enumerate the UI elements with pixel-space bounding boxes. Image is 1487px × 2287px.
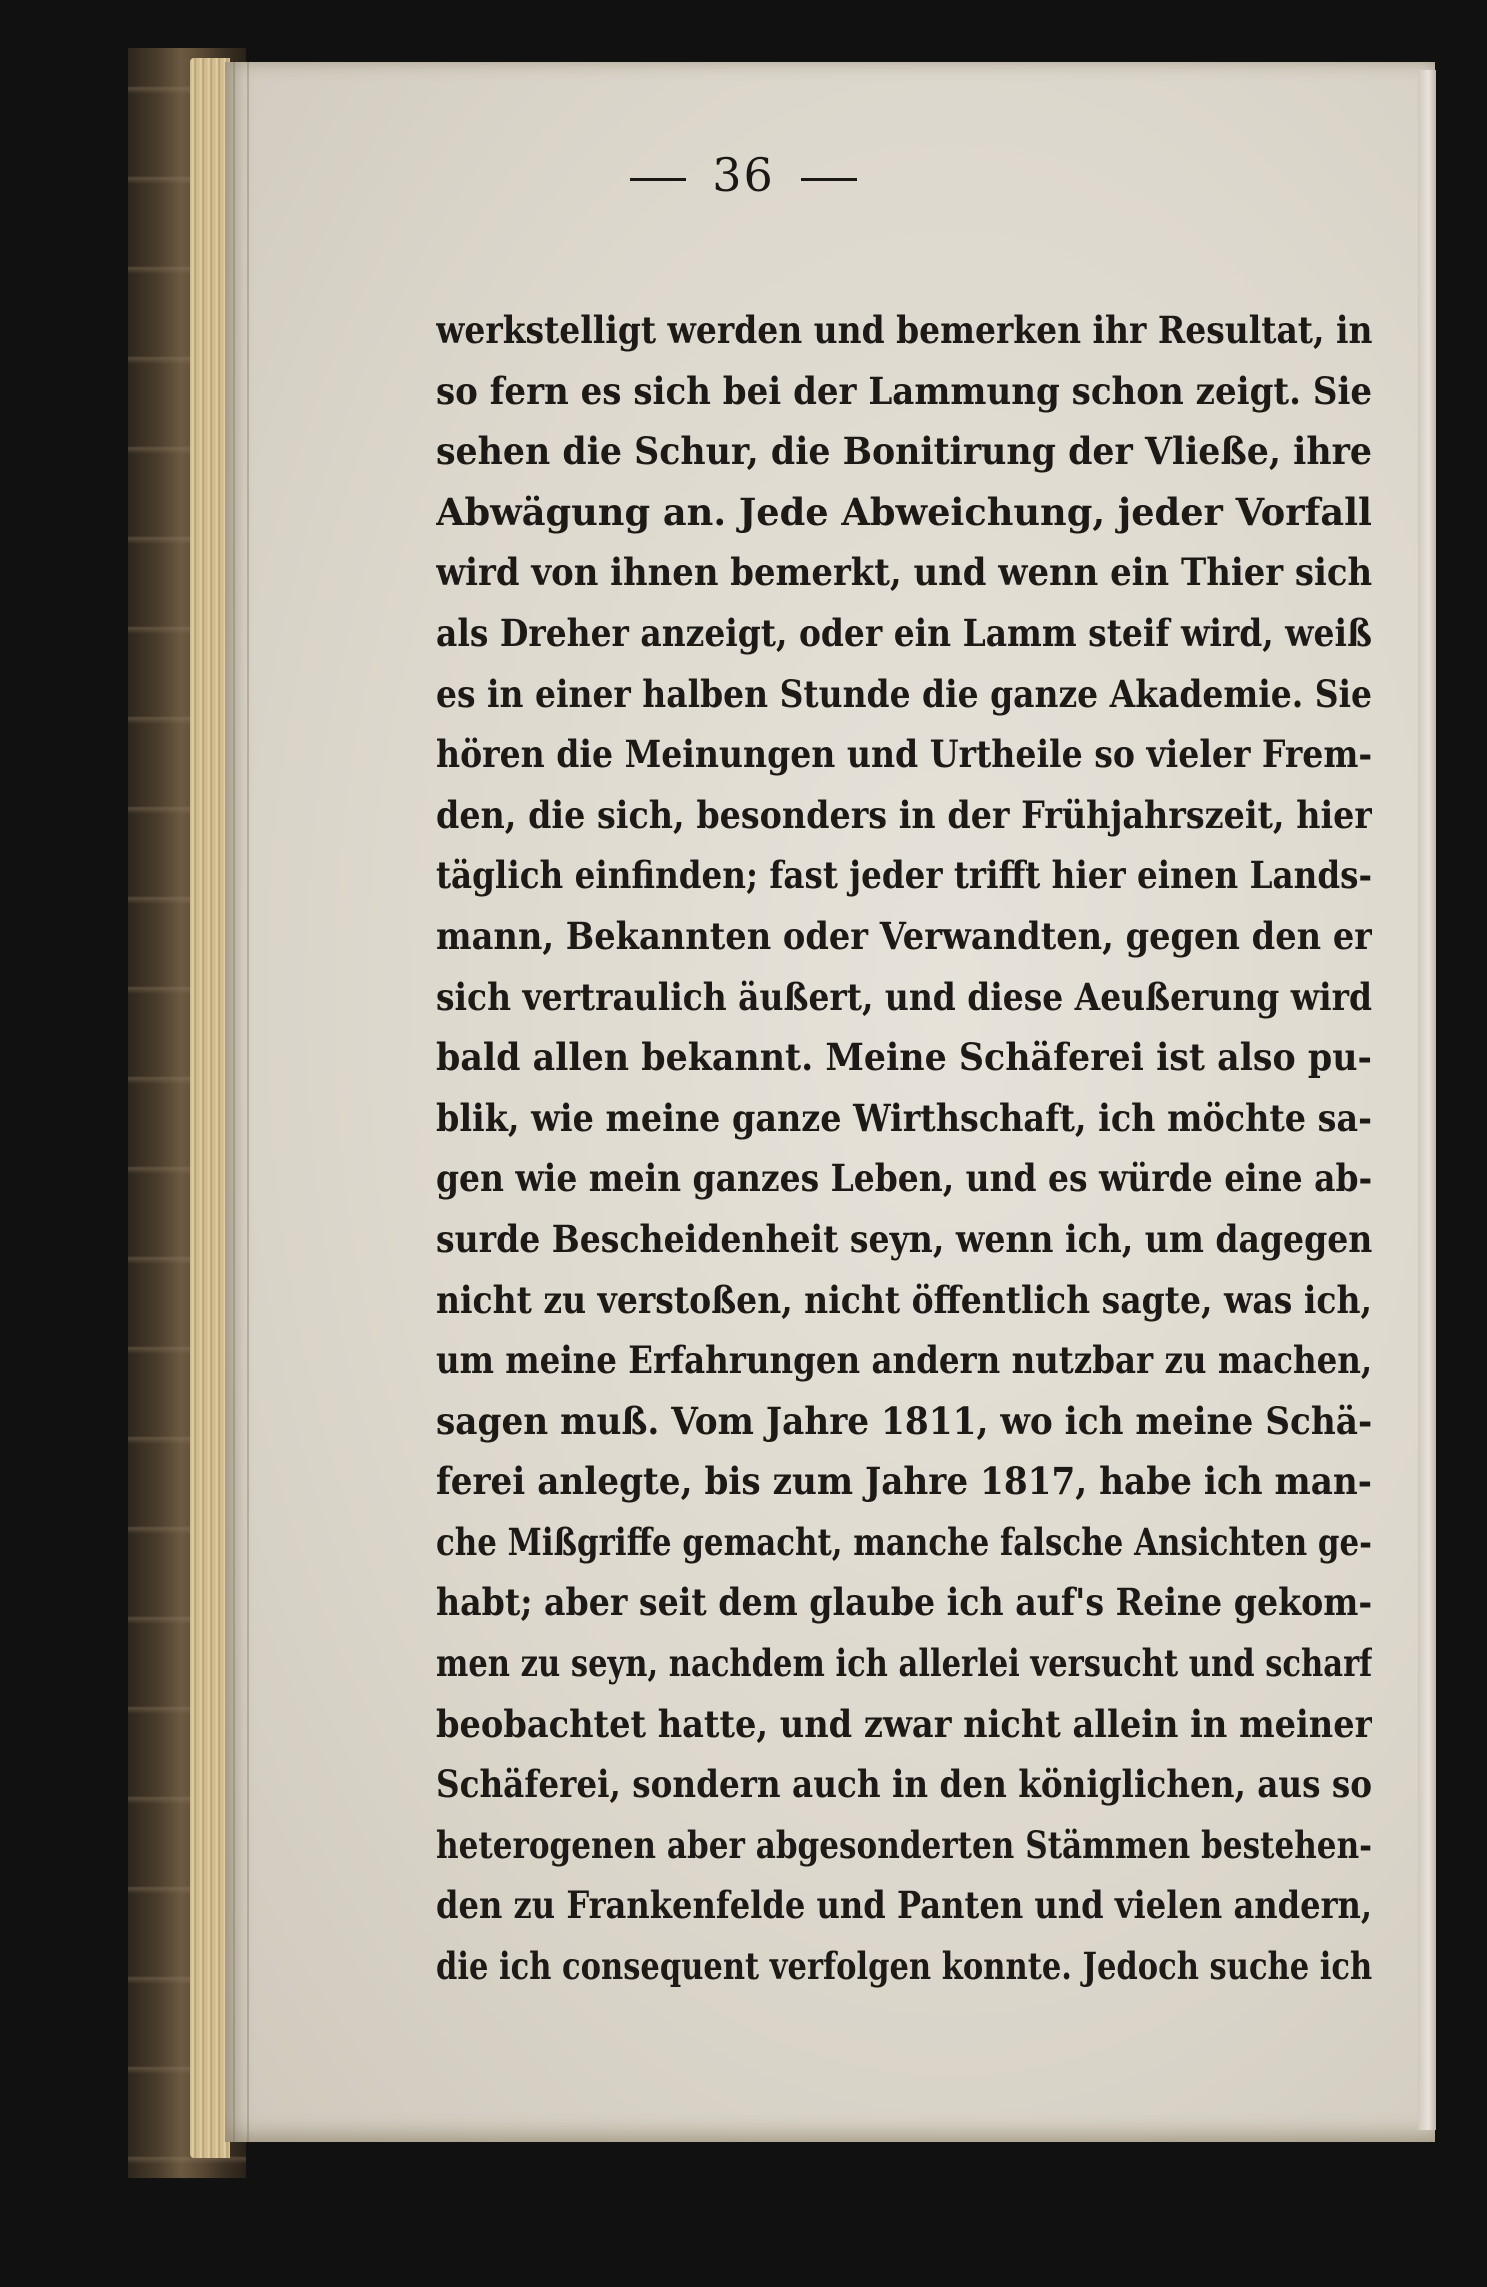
page-number: 36 xyxy=(712,148,775,202)
text-line: bald allen bekannt. Meine Schäferei ist also pu- xyxy=(436,1035,1372,1080)
text-line: habt; aber seit dem glaube ich auf's Reine gekom- xyxy=(436,1580,1372,1625)
page-header xyxy=(0,148,1487,202)
text-line: nicht zu verstoßen, nicht öffentlich sagte, was ich, xyxy=(436,1277,1373,1322)
text-line: hören die Meinungen und Urtheile so vieler Frem- xyxy=(436,732,1372,777)
header-dash-left xyxy=(630,178,686,181)
text-line: surde Bescheidenheit seyn, wenn ich, um dagegen xyxy=(436,1216,1373,1261)
text-line: um meine Erfahrungen andern nutzbar zu machen, xyxy=(436,1338,1372,1383)
next-page-edge xyxy=(1418,70,1436,2130)
text-line: Abwägung an. Jede Abweichung, jeder Vorfall xyxy=(436,489,1372,534)
text-line: täglich einfinden; fast jeder trifft hier einen Lands- xyxy=(436,853,1372,898)
page-shadow-line xyxy=(247,62,249,2142)
text-line: es in einer halben Stunde die ganze Akademie. Sie xyxy=(436,671,1373,716)
text-line: als Dreher anzeigt, oder ein Lamm steif wird, weiß xyxy=(436,610,1372,655)
text-line: so fern es sich bei der Lammung schon zeigt. Sie xyxy=(436,368,1373,413)
text-line: men zu seyn, nachdem ich allerlei versucht und scharf xyxy=(436,1641,1372,1686)
text-line: che Mißgriffe gemacht, manche falsche Ansichten ge- xyxy=(436,1519,1372,1564)
text-line: beobachtet hatte, und zwar nicht allein in meiner xyxy=(436,1701,1372,1746)
text-line: mann, Bekannten oder Verwandten, gegen den er xyxy=(436,913,1372,958)
text-line: die ich consequent verfolgen konnte. Jedoch suche ich xyxy=(436,1944,1373,1989)
text-line: wird von ihnen bemerkt, und wenn ein Thier sich xyxy=(436,550,1373,595)
page-shadow-line xyxy=(233,62,235,2142)
text-line: den, die sich, besonders in der Frühjahrszeit, hier xyxy=(436,792,1372,837)
text-line: heterogenen aber abgesonderten Stämmen bestehen- xyxy=(436,1822,1373,1867)
text-line: blik, wie meine ganze Wirthschaft, ich möchte sa- xyxy=(436,1095,1372,1140)
text-line: ferei anlegte, bis zum Jahre 1817, habe ich man- xyxy=(436,1459,1372,1504)
page-stack-edge xyxy=(190,58,230,2158)
body-text xyxy=(436,300,1372,1997)
text-line: sagen muß. Vom Jahre 1811, wo ich meine Schä- xyxy=(436,1398,1372,1443)
text-line: sehen die Schur, die Bonitirung der Vließe, ihre xyxy=(436,429,1372,474)
text-line: Schäferei, sondern auch in den königlichen, aus so xyxy=(436,1762,1373,1807)
text-line: gen wie mein ganzes Leben, und es würde eine ab- xyxy=(436,1156,1373,1201)
text-line: sich vertraulich äußert, und diese Aeußerung wird xyxy=(436,974,1372,1019)
text-line: den zu Frankenfelde und Panten und vielen andern, xyxy=(436,1883,1373,1928)
text-line: werkstelligt werden und bemerken ihr Resultat, in xyxy=(436,308,1373,352)
header-dash-right xyxy=(801,178,857,181)
